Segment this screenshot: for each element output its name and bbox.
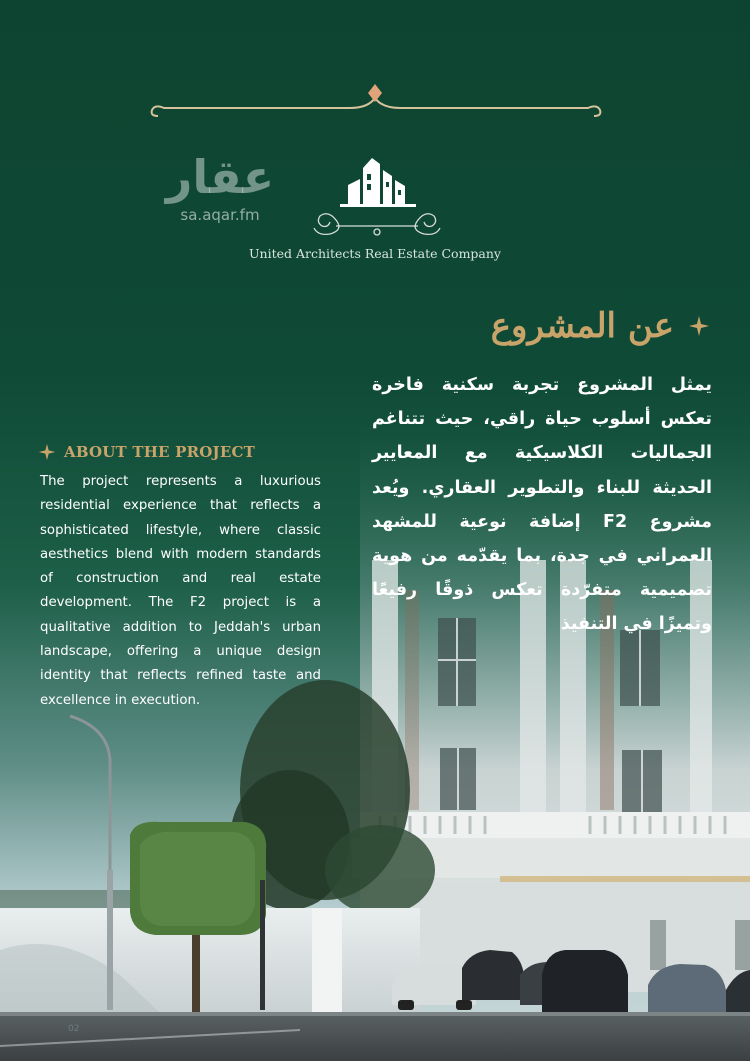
english-heading-text: ABOUT THE PROJECT [64, 443, 255, 461]
sparkle-icon [38, 443, 56, 461]
arabic-paragraph: يمثل المشروع تجربة سكنية فاخرة تعكس أسلوب حياة راقي، حيث تتناغم الجماليات الكلاسيكية مع المعايير الحديثة للبناء والتطوير العقاري. ويُعد مشروع F2 إضافة نوعية للمشهد العمراني في جدة، بما يقدّمه من هوية تصميمية متفرّدة تعكس ذوقًا رفيعًا وتميزًا في التنفيذ [372, 375, 712, 635]
aqar-watermark-url: sa.aqar.fm [180, 206, 260, 224]
arabic-heading-text: عن المشروع [490, 306, 674, 346]
decorative-divider-icon [150, 80, 602, 126]
english-paragraph: The project represents a luxurious residential experience that reflects a sophisticated lifestyle, where classic aesthetics blend with modern standards of construction and real estate development. The F2 project is a qualitative addition to Jeddah's urban landscape, offering a unique design identity that reflects refined taste and excellence in execution. [40, 474, 321, 708]
company-name: United Architects Real Estate Company [248, 246, 501, 261]
sparkle-icon [688, 315, 710, 337]
page-number: 02 [68, 1024, 80, 1034]
building-skyline-logo-icon [300, 150, 455, 245]
arabic-heading [410, 306, 710, 346]
english-heading [38, 443, 255, 461]
aqar-watermark-logo: عقار [165, 150, 275, 204]
